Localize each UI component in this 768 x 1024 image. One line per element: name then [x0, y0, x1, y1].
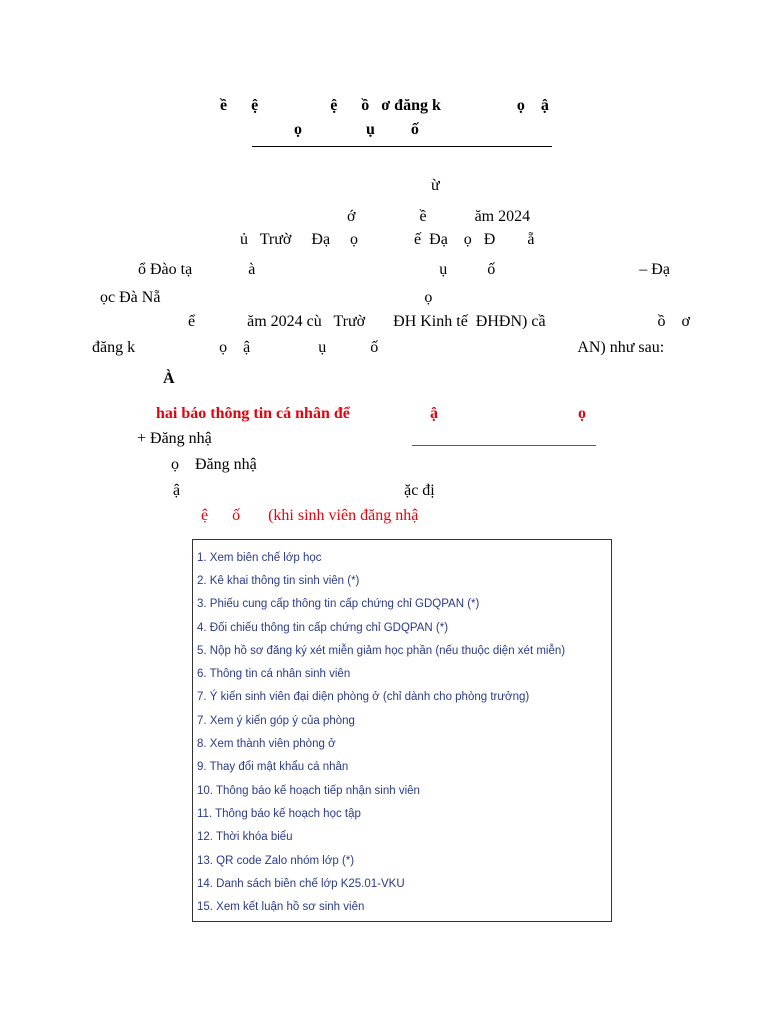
menu-item-5[interactable]: 5. Nộp hồ sơ đăng ký xét miễn giảm học phần (nếu thuộc diện xét miễn): [197, 645, 566, 657]
doc-line-tu: ừ: [431, 177, 440, 194]
doc-line-date: ớ ề ăm 2024: [347, 208, 531, 225]
section-heading-a: À: [163, 370, 175, 387]
menu-item-16[interactable]: 15. Xem kết luận hồ sơ sinh viên: [197, 901, 365, 913]
doc-paragraph1-line2: ọc Đà Nẵ ọ: [100, 289, 433, 306]
menu-item-14[interactable]: 13. QR code Zalo nhóm lớp (*): [197, 855, 355, 867]
menu-item-2[interactable]: 2. Kê khai thông tin sinh viên (*): [197, 575, 360, 587]
doc-line-school: ủ Trườ Đạ ọ ế Đạ ọ Đ ẵ: [240, 231, 535, 248]
red-heading-part3: ọ: [578, 405, 586, 422]
login-line: + Đăng nhậ: [137, 430, 212, 447]
menu-item-10[interactable]: 9. Thay đổi mật khẩu cá nhân: [197, 761, 349, 773]
menu-item-3[interactable]: 3. Phiếu cung cấp thông tin cấp chứng chỉ GDQPAN (*): [197, 598, 480, 610]
red-heading-part1: hai báo thông tin cá nhân để: [156, 405, 350, 422]
student-menu-panel: [192, 539, 612, 922]
menu-item-11[interactable]: 10. Thông báo kế hoạch tiếp nhận sinh viên: [197, 785, 420, 797]
doc-paragraph2-line1: ể ăm 2024 cù Trườ ĐH Kinh tế ĐHĐN) cầ ồ ơ: [188, 313, 690, 330]
menu-item-6[interactable]: 6. Thông tin cá nhân sinh viên: [197, 668, 351, 680]
doc-title-line1: ề ệ ệ ồ ơ đăng k ọ ậ: [220, 97, 549, 114]
login-sub-line1: ọ Đăng nhậ: [171, 456, 257, 473]
menu-item-13[interactable]: 12. Thời khóa biểu: [197, 831, 293, 843]
menu-item-15[interactable]: 14. Danh sách biên chế lớp K25.01-VKU: [197, 878, 405, 890]
doc-paragraph1-line1: ổ Đào tạ à ụ ố – Đạ: [138, 261, 670, 278]
red-note: ệ ố (khi sinh viên đăng nhậ: [201, 507, 419, 524]
menu-item-4[interactable]: 4. Đối chiếu thông tin cấp chứng chỉ GDQPAN (*): [197, 622, 449, 634]
title-underline: [252, 146, 552, 147]
menu-item-9[interactable]: 8. Xem thành viên phòng ở: [197, 738, 336, 750]
red-heading-part2: ậ: [430, 405, 438, 422]
doc-paragraph2-line2: đăng k ọ ậ ụ ố AN) như sau:: [92, 339, 665, 356]
login-link-underline[interactable]: [412, 445, 596, 446]
menu-item-12[interactable]: 11. Thông báo kế hoạch học tập: [197, 808, 361, 820]
login-sub-line2: ậ ặc đị: [173, 482, 435, 499]
menu-item-8[interactable]: 7. Xem ý kiến góp ý của phòng: [197, 715, 355, 727]
doc-title-line2: ọ ụ ố: [294, 121, 419, 138]
menu-item-1[interactable]: 1. Xem biên chế lớp học: [197, 552, 322, 564]
menu-item-7[interactable]: 7. Ý kiến sinh viên đại diện phòng ở (chỉ dành cho phòng trưởng): [197, 691, 530, 703]
